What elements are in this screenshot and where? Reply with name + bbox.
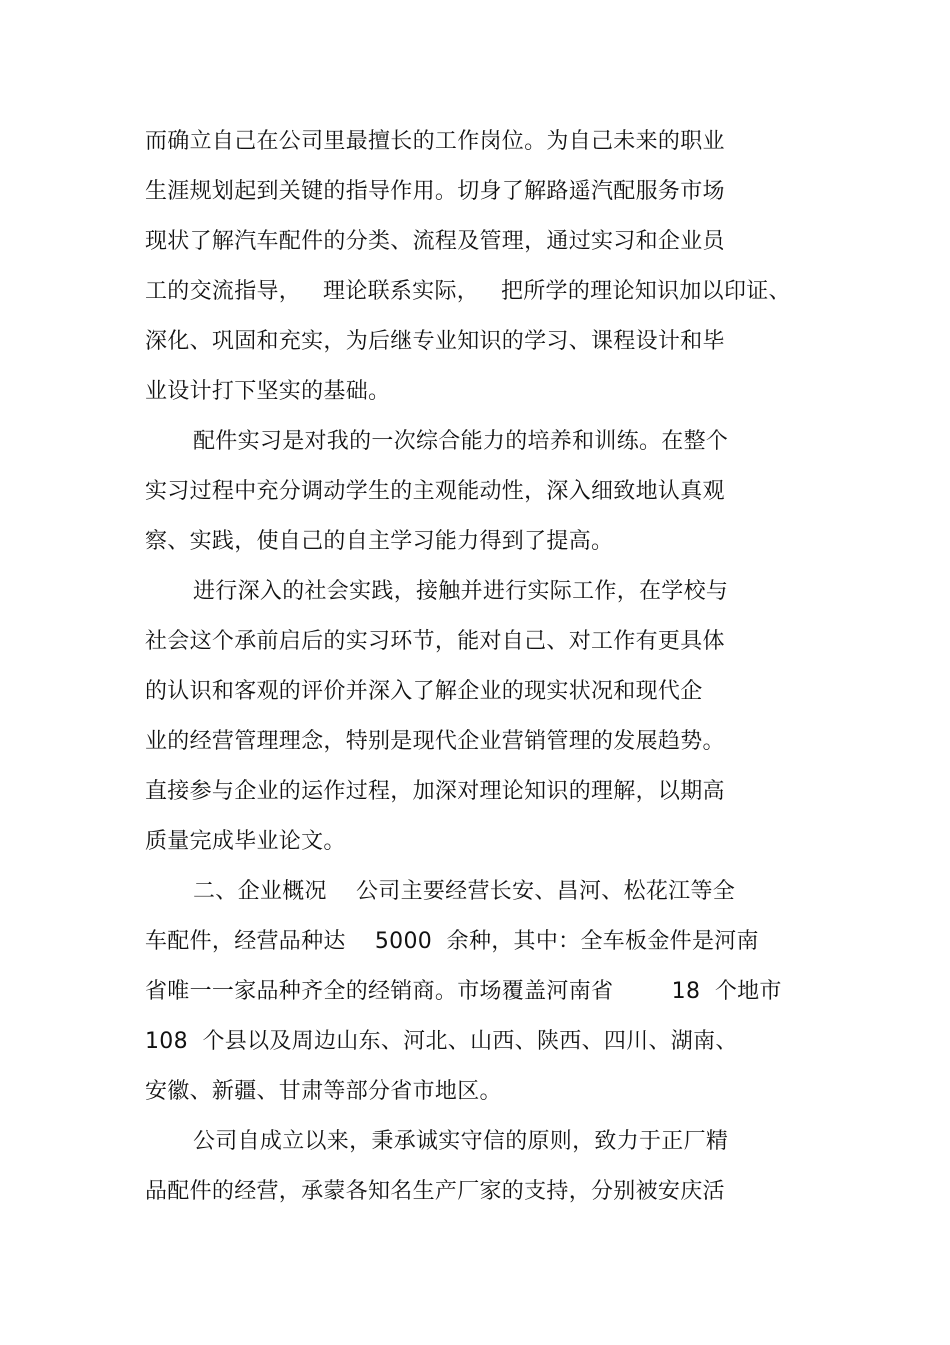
text-line: 察、实践，使自己的自主学习能力得到了提高。 xyxy=(145,529,614,554)
text-line: 生涯规划起到关键的指导作用。切身了解路遥汽配服务市场 xyxy=(145,179,725,204)
text-line: 直接参与企业的运作过程，加深对理论知识的理解，以期高 xyxy=(145,779,725,804)
text-line: 车配件，经营品种达 5000 余种，其中：全车板金件是河南 xyxy=(145,929,759,954)
text-line: 的认识和客观的评价并深入了解企业的现实状况和现代企 xyxy=(145,679,703,704)
text-line: 社会这个承前启后的实习环节，能对自己、对工作有更具体 xyxy=(145,629,725,654)
paragraph-first-line: 公司自成立以来，秉承诚实守信的原则，致力于正厂精 xyxy=(193,1129,729,1154)
text-line: 省唯一一家品种齐全的经销商。市场覆盖河南省 18 个地市 xyxy=(145,979,782,1004)
text-line: 108 个县以及周边山东、河北、山西、陕西、四川、湖南、 xyxy=(145,1029,738,1054)
text-line: 现状了解汽车配件的分类、流程及管理，通过实习和企业员 xyxy=(145,229,725,254)
text-line: 实习过程中充分调动学生的主观能动性，深入细致地认真观 xyxy=(145,479,725,504)
paragraph-first-line: 配件实习是对我的一次综合能力的培养和训练。在整个 xyxy=(193,429,729,454)
text-line: 深化、巩固和充实，为后继专业知识的学习、课程设计和毕 xyxy=(145,329,725,354)
text-line: 质量完成毕业论文。 xyxy=(145,829,346,854)
text-line: 业设计打下坚实的基础。 xyxy=(145,379,391,404)
text-line: 安徽、新疆、甘肃等部分省市地区。 xyxy=(145,1079,502,1104)
text-line: 工的交流指导， 理论联系实际， 把所学的理论知识加以印证、 xyxy=(145,279,791,304)
paragraph-first-line: 进行深入的社会实践，接触并进行实际工作，在学校与 xyxy=(193,579,729,604)
section-heading-line: 二、企业概况 公司主要经营长安、昌河、松花江等全 xyxy=(193,879,736,904)
text-line: 而确立自己在公司里最擅长的工作岗位。为自己未来的职业 xyxy=(145,129,725,154)
text-line: 品配件的经营，承蒙各知名生产厂家的支持，分别被安庆活 xyxy=(145,1179,725,1204)
text-line: 业的经营管理理念，特别是现代企业营销管理的发展趋势。 xyxy=(145,729,725,754)
